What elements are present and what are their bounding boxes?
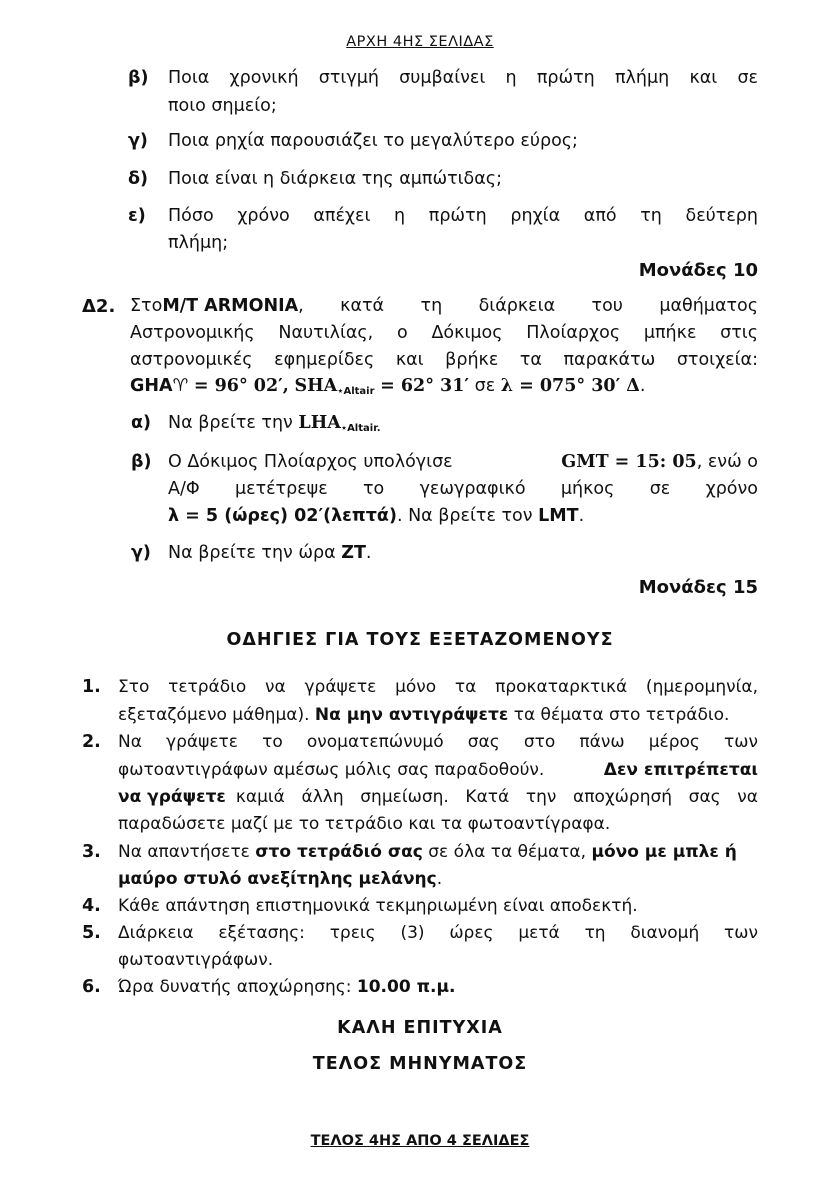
d2-line-2: Αστρονομικής Ναυτιλίας, ο Δόκιμος Πλοίαρχος μπήκε στις	[130, 323, 758, 343]
marks: Μονάδες 15	[638, 577, 758, 598]
page-header: ΑΡΧΗ 4ΗΣ ΣΕΛΙΔΑΣ	[346, 34, 494, 50]
instruction-number: 4.	[82, 896, 101, 916]
period: .	[436, 869, 443, 889]
item-label: α)	[131, 413, 152, 433]
sha-subscript: ⋆Altair	[337, 386, 375, 397]
d2-line-1	[130, 296, 758, 316]
period: .	[365, 543, 372, 563]
bold-text: να γράψετε	[118, 787, 226, 807]
instruction-number: 5.	[82, 923, 101, 943]
page-footer: ΤΕΛΟΣ 4ΗΣ ΑΠΟ 4 ΣΕΛΙΔΕΣ	[310, 1133, 530, 1149]
item-b-line-3	[168, 506, 584, 526]
end-of-message: ΤΕΛΟΣ ΜΗΝΥΜΑΤΟΣ	[312, 1054, 528, 1074]
item-text: Πόσο χρόνο απέχει η πρώτη ρηχία από τη δεύτερη	[168, 206, 758, 226]
sha-label: SHA	[294, 376, 338, 396]
text: σε όλα τα θέματα,	[428, 842, 587, 862]
item-b-line-2: Α/Φ μετέτρεψε το γεωγραφικό μήκος σε χρόνο	[168, 479, 758, 499]
text: τα θέματα στο τετράδιο.	[513, 705, 730, 725]
item-a-text	[168, 413, 381, 434]
bold-text: Δεν επιτρέπεται	[603, 760, 758, 780]
instruction-text	[118, 787, 758, 807]
item-label: γ)	[131, 543, 151, 563]
instruction-text	[118, 760, 758, 780]
d2-line-3: αστρονομικές εφημερίδες και βρήκε τα παρακάτω στοιχεία:	[130, 350, 758, 370]
ship-name: M/T ARMONIA	[162, 296, 299, 316]
instruction-text	[118, 842, 737, 862]
instruction-number: 1.	[82, 677, 101, 697]
period: .	[639, 376, 646, 396]
instruction-text	[118, 977, 455, 997]
gmt-value: GMT = 15: 05	[561, 452, 697, 472]
instruction-text: Στο τετράδιο να γράψετε μόνο τα προκαταρκτικά (ημερομηνία,	[118, 677, 758, 697]
sha-value: = 62° 31′	[380, 376, 470, 396]
item-label: γ)	[128, 131, 148, 151]
text: . Να βρείτε τον	[396, 506, 533, 526]
item-b-line-1	[168, 452, 758, 472]
period: .	[578, 506, 585, 526]
lha-label: LHA	[298, 413, 341, 433]
item-text: Ποια ρηχία παρουσιάζει το μεγαλύτερο εύρος;	[168, 131, 578, 151]
good-luck: ΚΑΛΗ ΕΠΙΤΥΧΙΑ	[337, 1018, 503, 1038]
zt-label: ZT	[341, 543, 366, 563]
item-label: β)	[131, 452, 152, 472]
text: Ο Δόκιμος Πλοίαρχος υπολόγισε	[168, 452, 453, 472]
instruction-text	[118, 705, 729, 725]
lmt-label: LMT	[538, 506, 579, 526]
item-c-text	[168, 543, 371, 563]
text: , κατά τη διάρκεια του μαθήματος	[298, 296, 758, 316]
instruction-number: 2.	[82, 732, 101, 752]
item-text: Ποια χρονική στιγμή συμβαίνει η πρώτη πλήμη και σε	[168, 68, 758, 88]
instruction-number: 6.	[82, 977, 101, 997]
bold-text: μόνο με μπλε ή	[591, 842, 737, 862]
item-text: πλήμη;	[168, 233, 229, 253]
text: καμιά άλλη σημείωση. Κατά την αποχώρησή σας να	[235, 787, 758, 807]
instruction-number: 3.	[82, 842, 101, 862]
marks: Μονάδες 10	[638, 260, 758, 281]
instruction-text: παραδώσετε μαζί με το τετράδιο και τα φωτοαντίγραφα.	[118, 814, 611, 834]
bold-text: στο τετράδιό σας	[255, 842, 423, 862]
text: Να απαντήσετε	[118, 842, 250, 862]
item-text: Ποια είναι η διάρκεια της αμπώτιδας;	[168, 169, 502, 189]
instruction-text: Διάρκεια εξέτασης: τρεις (3) ώρες μετά τη διανομή των	[118, 923, 758, 943]
gha-value: = 96° 02′	[193, 376, 283, 396]
lambda-value: λ = 075° 30′ Δ	[500, 376, 640, 396]
instruction-text: φωτοαντιγράφων.	[118, 950, 274, 970]
text: φωτοαντιγράφων αμέσως μόλις σας παραδοθούν.	[118, 760, 545, 780]
in-word: σε	[474, 376, 496, 396]
separator: ,	[282, 376, 289, 396]
d2-formula	[130, 376, 645, 397]
bold-text: Να μην αντιγράψετε	[314, 705, 509, 725]
text: , ενώ ο	[696, 452, 758, 472]
text: Να βρείτε την ώρα	[168, 543, 336, 563]
text: Στο	[130, 296, 163, 316]
instruction-text: Κάθε απάντηση επιστημονικά τεκμηριωμένη είναι αποδεκτή.	[118, 896, 638, 916]
question-number: Δ2.	[82, 296, 116, 317]
instructions-title: ΟΔΗΓΙΕΣ ΓΙΑ ΤΟΥΣ ΕΞΕΤΑΖΟΜΕΝΟΥΣ	[226, 630, 614, 650]
lha-subscript: ⋆Altair.	[340, 423, 381, 434]
aries-icon: ♈	[172, 376, 189, 396]
item-label: δ)	[128, 169, 149, 189]
text: Να βρείτε την	[168, 413, 293, 433]
bold-text: 10.00 π.μ.	[356, 977, 456, 997]
text: εξεταζόμενο μάθημα).	[118, 705, 310, 725]
item-label: β)	[128, 68, 149, 88]
lambda-time: λ = 5 (ώρες) 02′(λεπτά)	[168, 506, 397, 526]
instruction-text	[118, 869, 442, 889]
item-text: ποιο σημείο;	[168, 96, 277, 116]
item-label: ε)	[128, 206, 146, 226]
bold-text: μαύρο στυλό ανεξίτηλης μελάνης	[118, 869, 437, 889]
gha-label: GHA	[130, 376, 173, 396]
text: Ώρα δυνατής αποχώρησης:	[118, 977, 352, 997]
instruction-text: Να γράψετε το ονοματεπώνυμό σας στο πάνω μέρος των	[118, 732, 758, 752]
